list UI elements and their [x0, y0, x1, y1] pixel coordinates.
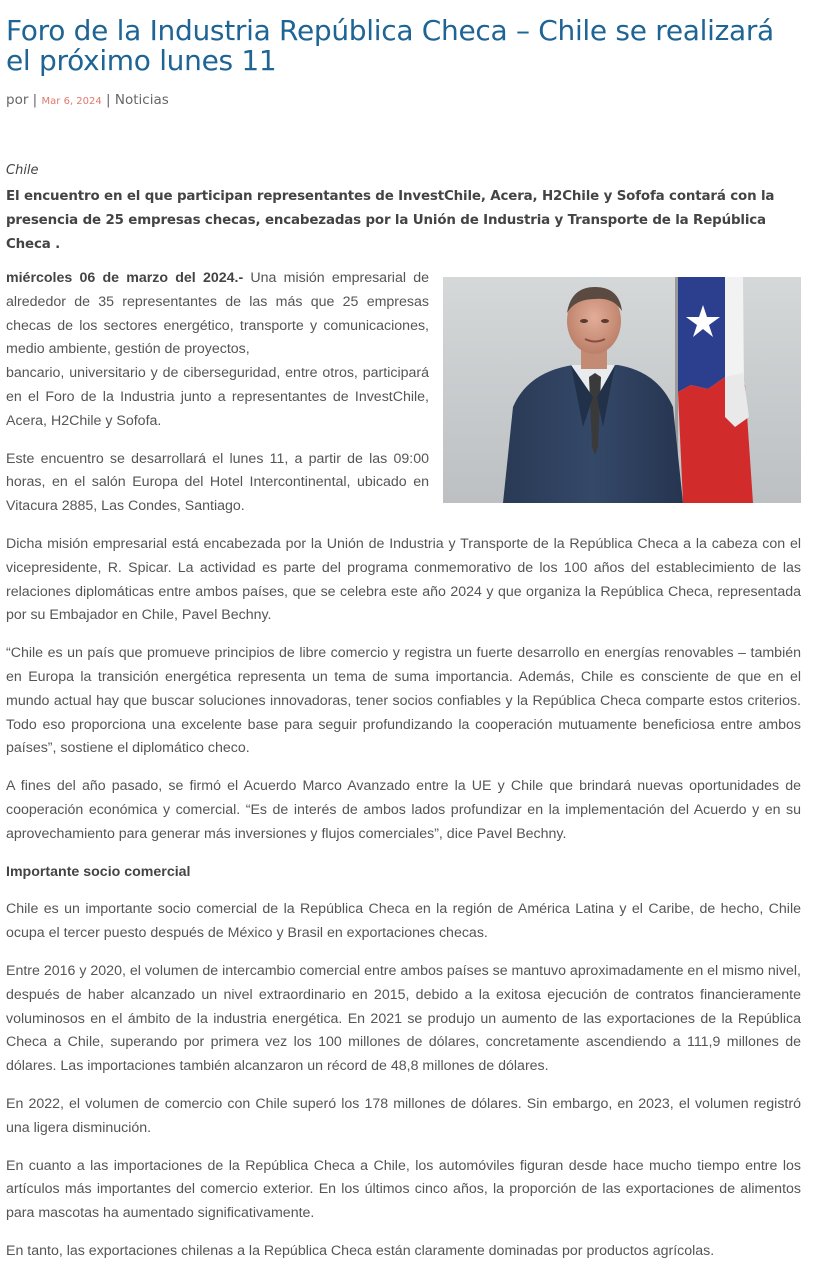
- intro-paragraph: [6, 267, 429, 434]
- paragraph-exports: En tanto, las exportaciones chilenas a la República Checa están claramente dominadas por productos agrícolas.: [6, 1242, 715, 1259]
- paragraph-quote: “Chile es un país que promueve principios de libre comercio y registra un fuerte desarrollo en energías renovables – también en Europa la transición energética representa un tema de suma importancia. Además, Chile es consciente de que en el mundo actual hay que buscar soluciones innovadoras, tener socios confiables y la República Checa comparte estos criterios. Todo eso proporciona una excelente base para seguir profundizando la cooperación mutuamente beneficiosa entre ambos países”, sostiene el diplomático checo.: [6, 645, 801, 757]
- meta-separator: |: [101, 92, 115, 108]
- section-heading: Importante socio comercial: [6, 863, 191, 880]
- meta-separator: |: [28, 92, 42, 108]
- intro-text: Una misión empresarial de alrededor de 35 representantes de las más que 25 empresas checas de los sectores energético, transporte y comunicaciones, medio ambiente, gestión de proyectos,: [6, 270, 429, 358]
- intro-date: miércoles 06 de marzo del 2024.-: [6, 270, 244, 286]
- intro-text-continued: bancario, universitario y de ciberseguridad, entre otros, participará en el Foro de la Industria junto a representantes de InvestChile, Acera, H2Chile y Sofofa.: [6, 365, 429, 429]
- region-label: Chile: [6, 163, 39, 178]
- paragraph-2022: En 2022, el volumen de comercio con Chile superó los 178 millones de dólares. Sin embargo, en 2023, el volumen registró una ligera disminución.: [6, 1095, 801, 1136]
- page-title: Foro de la Industria República Checa – Chile se realizará el próximo lunes 11: [6, 14, 774, 77]
- paragraph-trade-volume: Entre 2016 y 2020, el volumen de intercambio comercial entre ambos países se mantuvo aproximadamente en el mismo nivel, después de haber alcanzado un nivel extraordinario en 2015, debido a la exitosa ejecución de contratos financieramente voluminosos en el ámbito de la industria energética. En 2021 se produjo un aumento de las exportaciones de la República Checa a Chile, superando por primera vez los 100 millones de dólares, concretamente ascendiendo a 111,9 millones de dólares. Las importaciones también alcanzaron un récord de 48,8 millones de dólares.: [6, 962, 801, 1075]
- category-link[interactable]: Noticias: [114, 92, 169, 108]
- paragraph-trade-partner: Chile es un importante socio comercial de la República Checa en la región de América Latina y el Caribe, de hecho, Chile ocupa el tercer puesto después de México y Brasil en exportaciones checas.: [6, 901, 801, 942]
- post-meta: [6, 90, 814, 110]
- paragraph-mission: Dicha misión empresarial está encabezada por la Unión de Industria y Transporte de la República Checa a la cabeza con el vicepresidente, R. Spicar. La actividad es parte del programa conmemorativo de los 100 años del establecimiento de las relaciones diplomáticas entre ambos países, que se celebra este año 2024 y que organiza la República Checa, representada por su Embajador en Chile, Pavel Bechny.: [6, 535, 801, 624]
- paragraph-venue: Este encuentro se desarrollará el lunes 11, a partir de las 09:00 horas, en el salón Europa del Hotel Intercontinental, ubicado en Vitacura 2885, Las Condes, Santiago.: [6, 450, 429, 515]
- article: [6, 16, 814, 1264]
- article-photo: [443, 277, 801, 503]
- post-date: Mar 6, 2024: [41, 96, 102, 107]
- author-label: por: [6, 92, 29, 108]
- paragraph-imports: En cuanto a las importaciones de la República Checa a Chile, los automóviles figuran desde hace mucho tiempo entre los artículos más importantes del comercio exterior. En los últimos cinco años, la proporción de las exportaciones de alimentos para mascotas ha aumentado significativamente.: [6, 1157, 801, 1222]
- article-lede: El encuentro en el que participan representantes de InvestChile, Acera, H2Chile y Sofofa contará con la presencia de 25 empresas checas, encabezadas por la Unión de Industria y Transporte de la República Checa .: [6, 189, 775, 252]
- photo-illustration: [443, 277, 801, 503]
- paragraph-agreement: A fines del año pasado, se firmó el Acuerdo Marco Avanzado entre la UE y Chile que brindará nuevas oportunidades de cooperación económica y comercial. “Es de interés de ambos lados profundizar en la implementación del Acuerdo y en su aprovechamiento para generar más inversiones y flujos comerciales”, dice Pavel Bechny.: [6, 778, 801, 842]
